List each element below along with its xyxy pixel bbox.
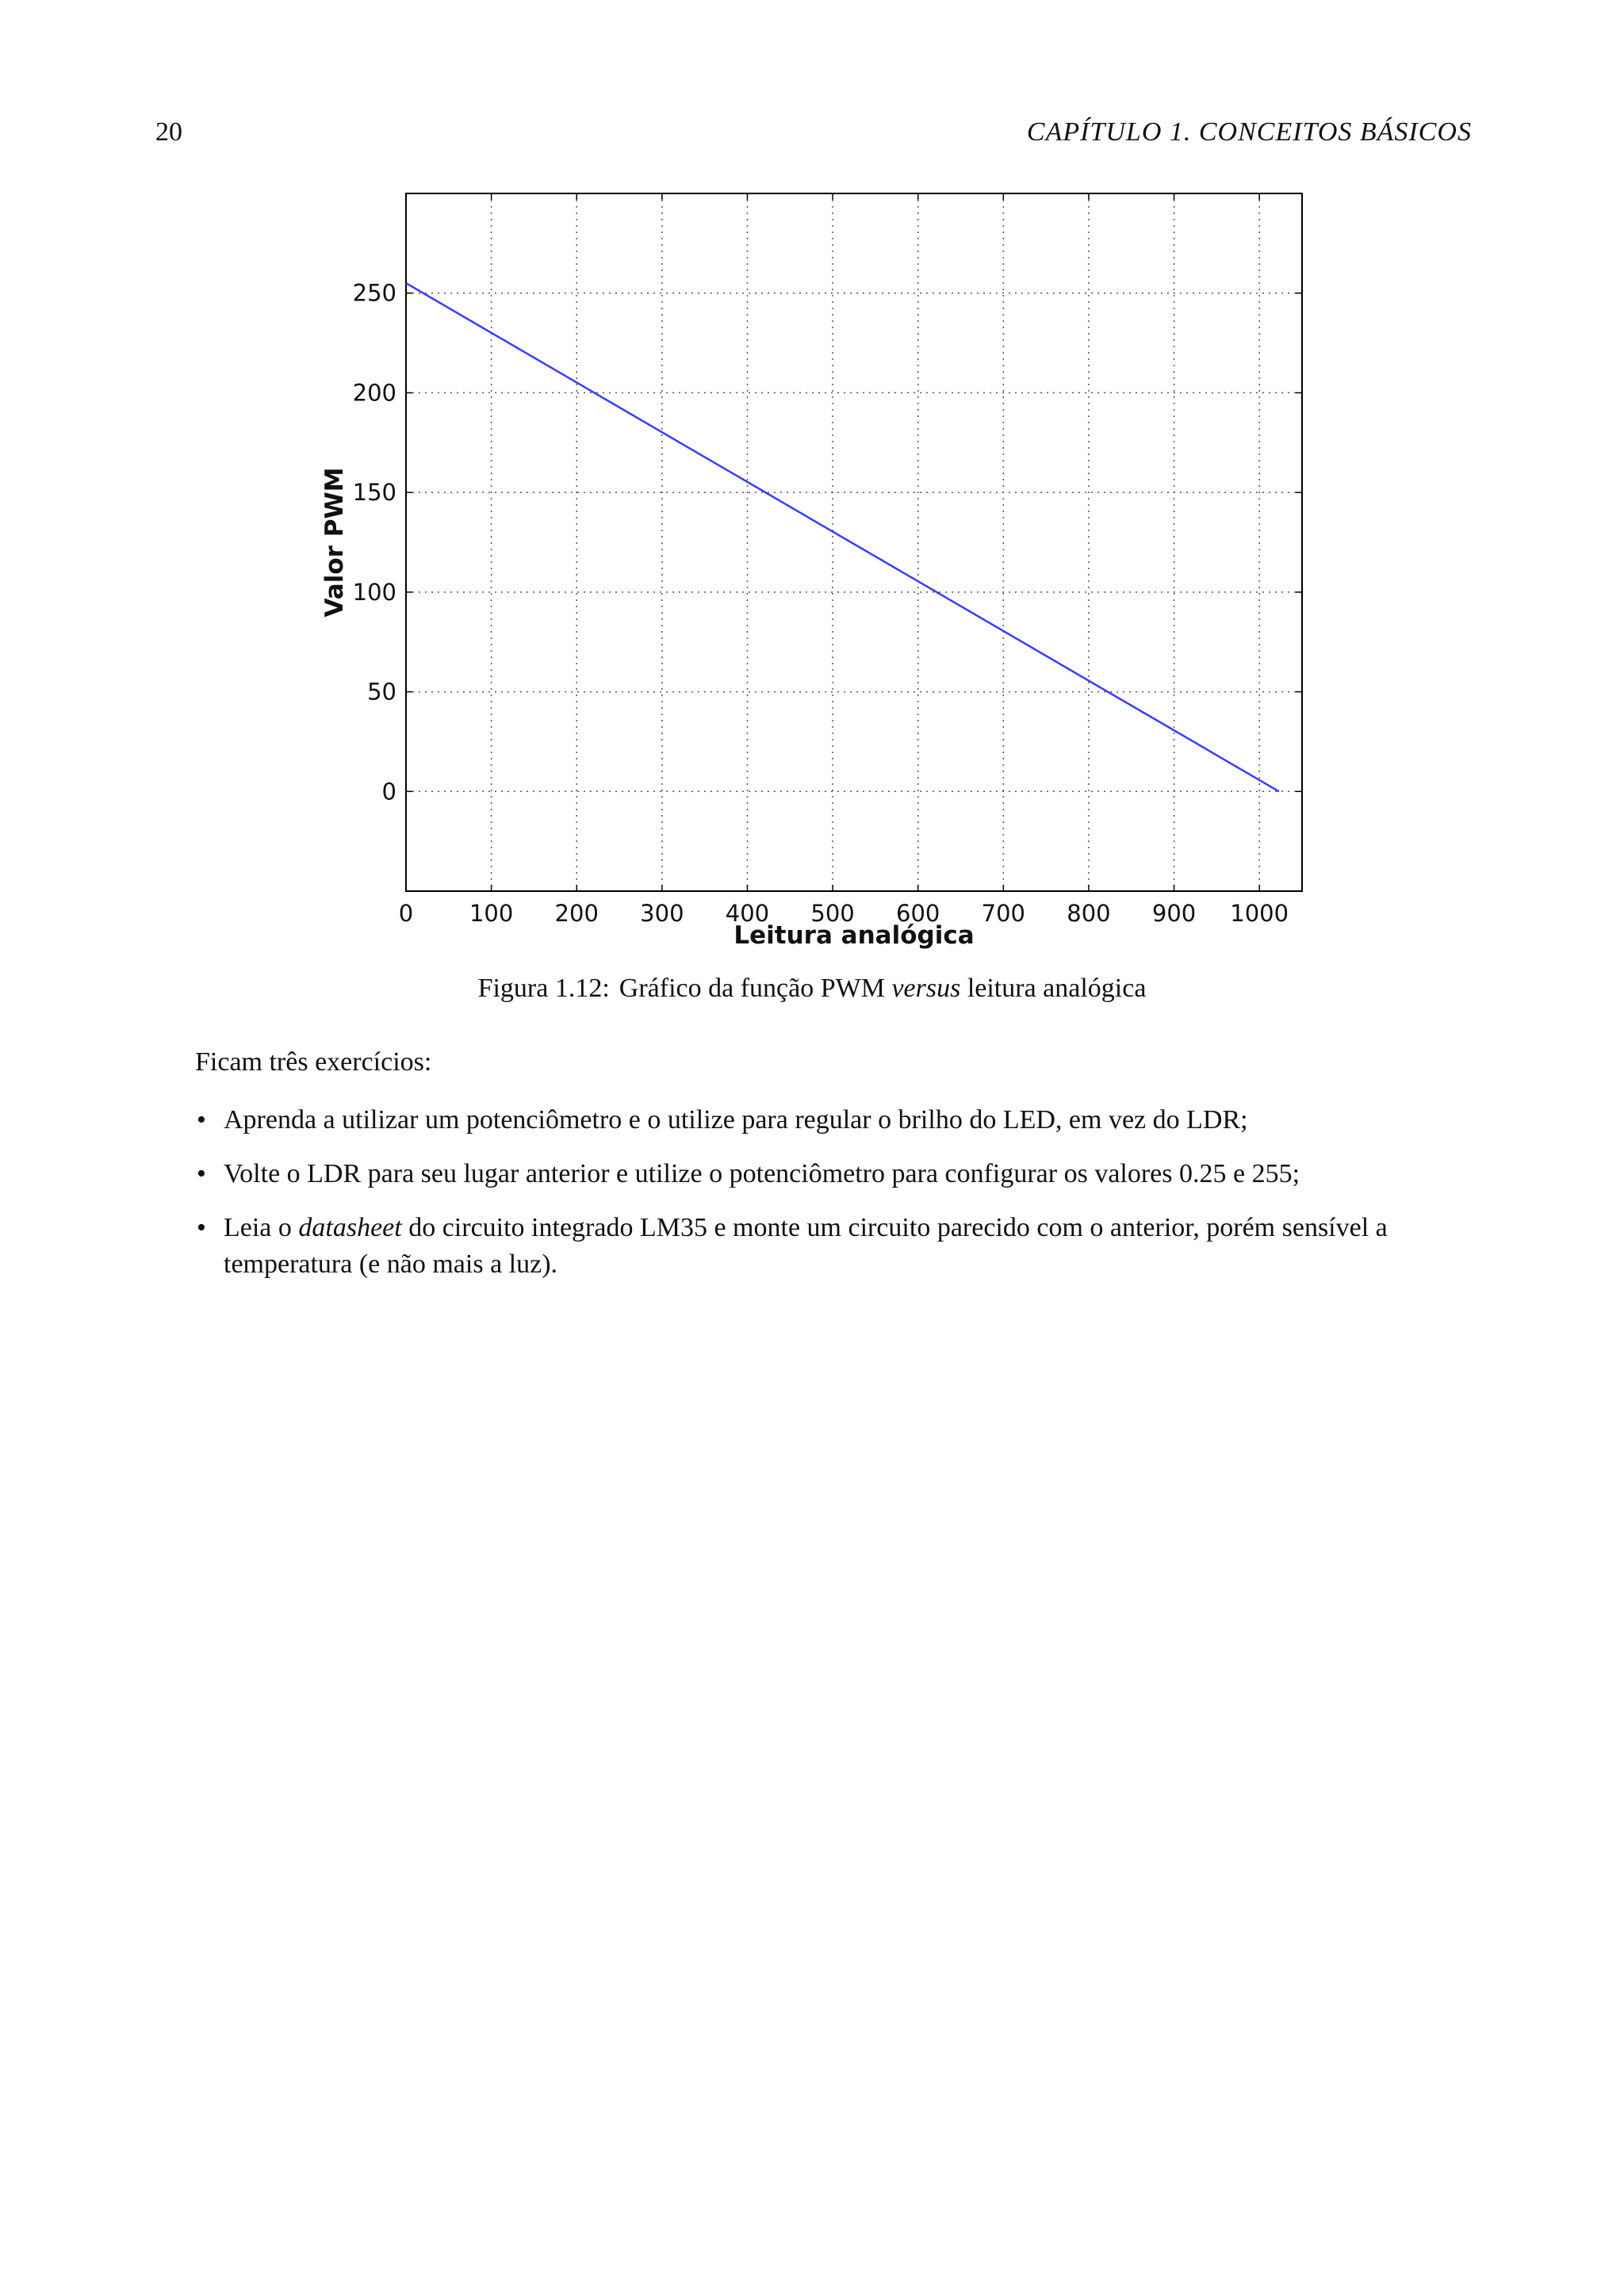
chart-ticks: [353, 193, 1302, 927]
x-tick-label: 600: [896, 900, 940, 927]
list-item: [195, 1210, 1472, 1283]
x-tick-label: 900: [1151, 900, 1197, 927]
caption-text-post: leitura analógica: [960, 974, 1147, 1003]
x-tick-label: 0: [398, 900, 414, 927]
y-tick-label: 150: [352, 479, 396, 507]
list-item-text-post: do circuito integrado LM35 e monte um circuito parecido com o anterior, porém sensível a temperatura (e não mais a luz).: [224, 1213, 1388, 1279]
caption-text-pre: Gráfico da função PWM: [619, 974, 892, 1003]
y-tick-label: 0: [381, 778, 396, 806]
x-tick-label: 400: [725, 900, 770, 927]
page-number: 20: [155, 117, 182, 147]
plot-frame: [406, 193, 1302, 891]
x-tick-label: 1000: [1230, 900, 1289, 927]
running-head: CAPÍTULO 1. CONCEITOS BÁSICOS: [1026, 117, 1472, 147]
x-tick-label: 700: [981, 900, 1026, 927]
list-item-text-pre: Leia o: [224, 1213, 299, 1242]
x-tick-label: 100: [469, 900, 514, 927]
y-axis-label: Valor PWM: [320, 467, 349, 618]
y-tick-label: 100: [352, 578, 396, 606]
caption-text-em: versus: [891, 974, 961, 1003]
list-item-text: Volte o LDR para seu lugar anterior e utilize o potenciômetro para configurar os valores 0.25 e 255;: [224, 1159, 1300, 1188]
list-item-text-em: datasheet: [298, 1213, 402, 1242]
figure: [309, 181, 1324, 966]
x-tick-label: 800: [1067, 900, 1111, 927]
caption-label: Figura 1.12:: [477, 974, 610, 1003]
series-line: [406, 283, 1279, 791]
exercise-list: [195, 1102, 1472, 1300]
chart-grid: [406, 193, 1302, 891]
intro-paragraph: Ficam três exercícios:: [195, 1047, 432, 1077]
pwm-chart: [309, 181, 1324, 966]
list-item: [195, 1156, 1472, 1192]
list-item: [195, 1102, 1472, 1138]
x-tick-label: 200: [554, 900, 599, 927]
y-tick-label: 200: [352, 379, 396, 407]
x-tick-label: 500: [810, 900, 855, 927]
list-item-text: Aprenda a utilizar um potenciômetro e o utilize para regular o brilho do LED, em vez do LDR;: [224, 1105, 1248, 1135]
figure-caption: [0, 974, 1624, 1004]
y-tick-label: 250: [352, 279, 396, 307]
y-tick-label: 50: [367, 678, 396, 706]
x-tick-label: 300: [640, 900, 684, 927]
x-axis-label: Leitura analógica: [733, 921, 975, 950]
